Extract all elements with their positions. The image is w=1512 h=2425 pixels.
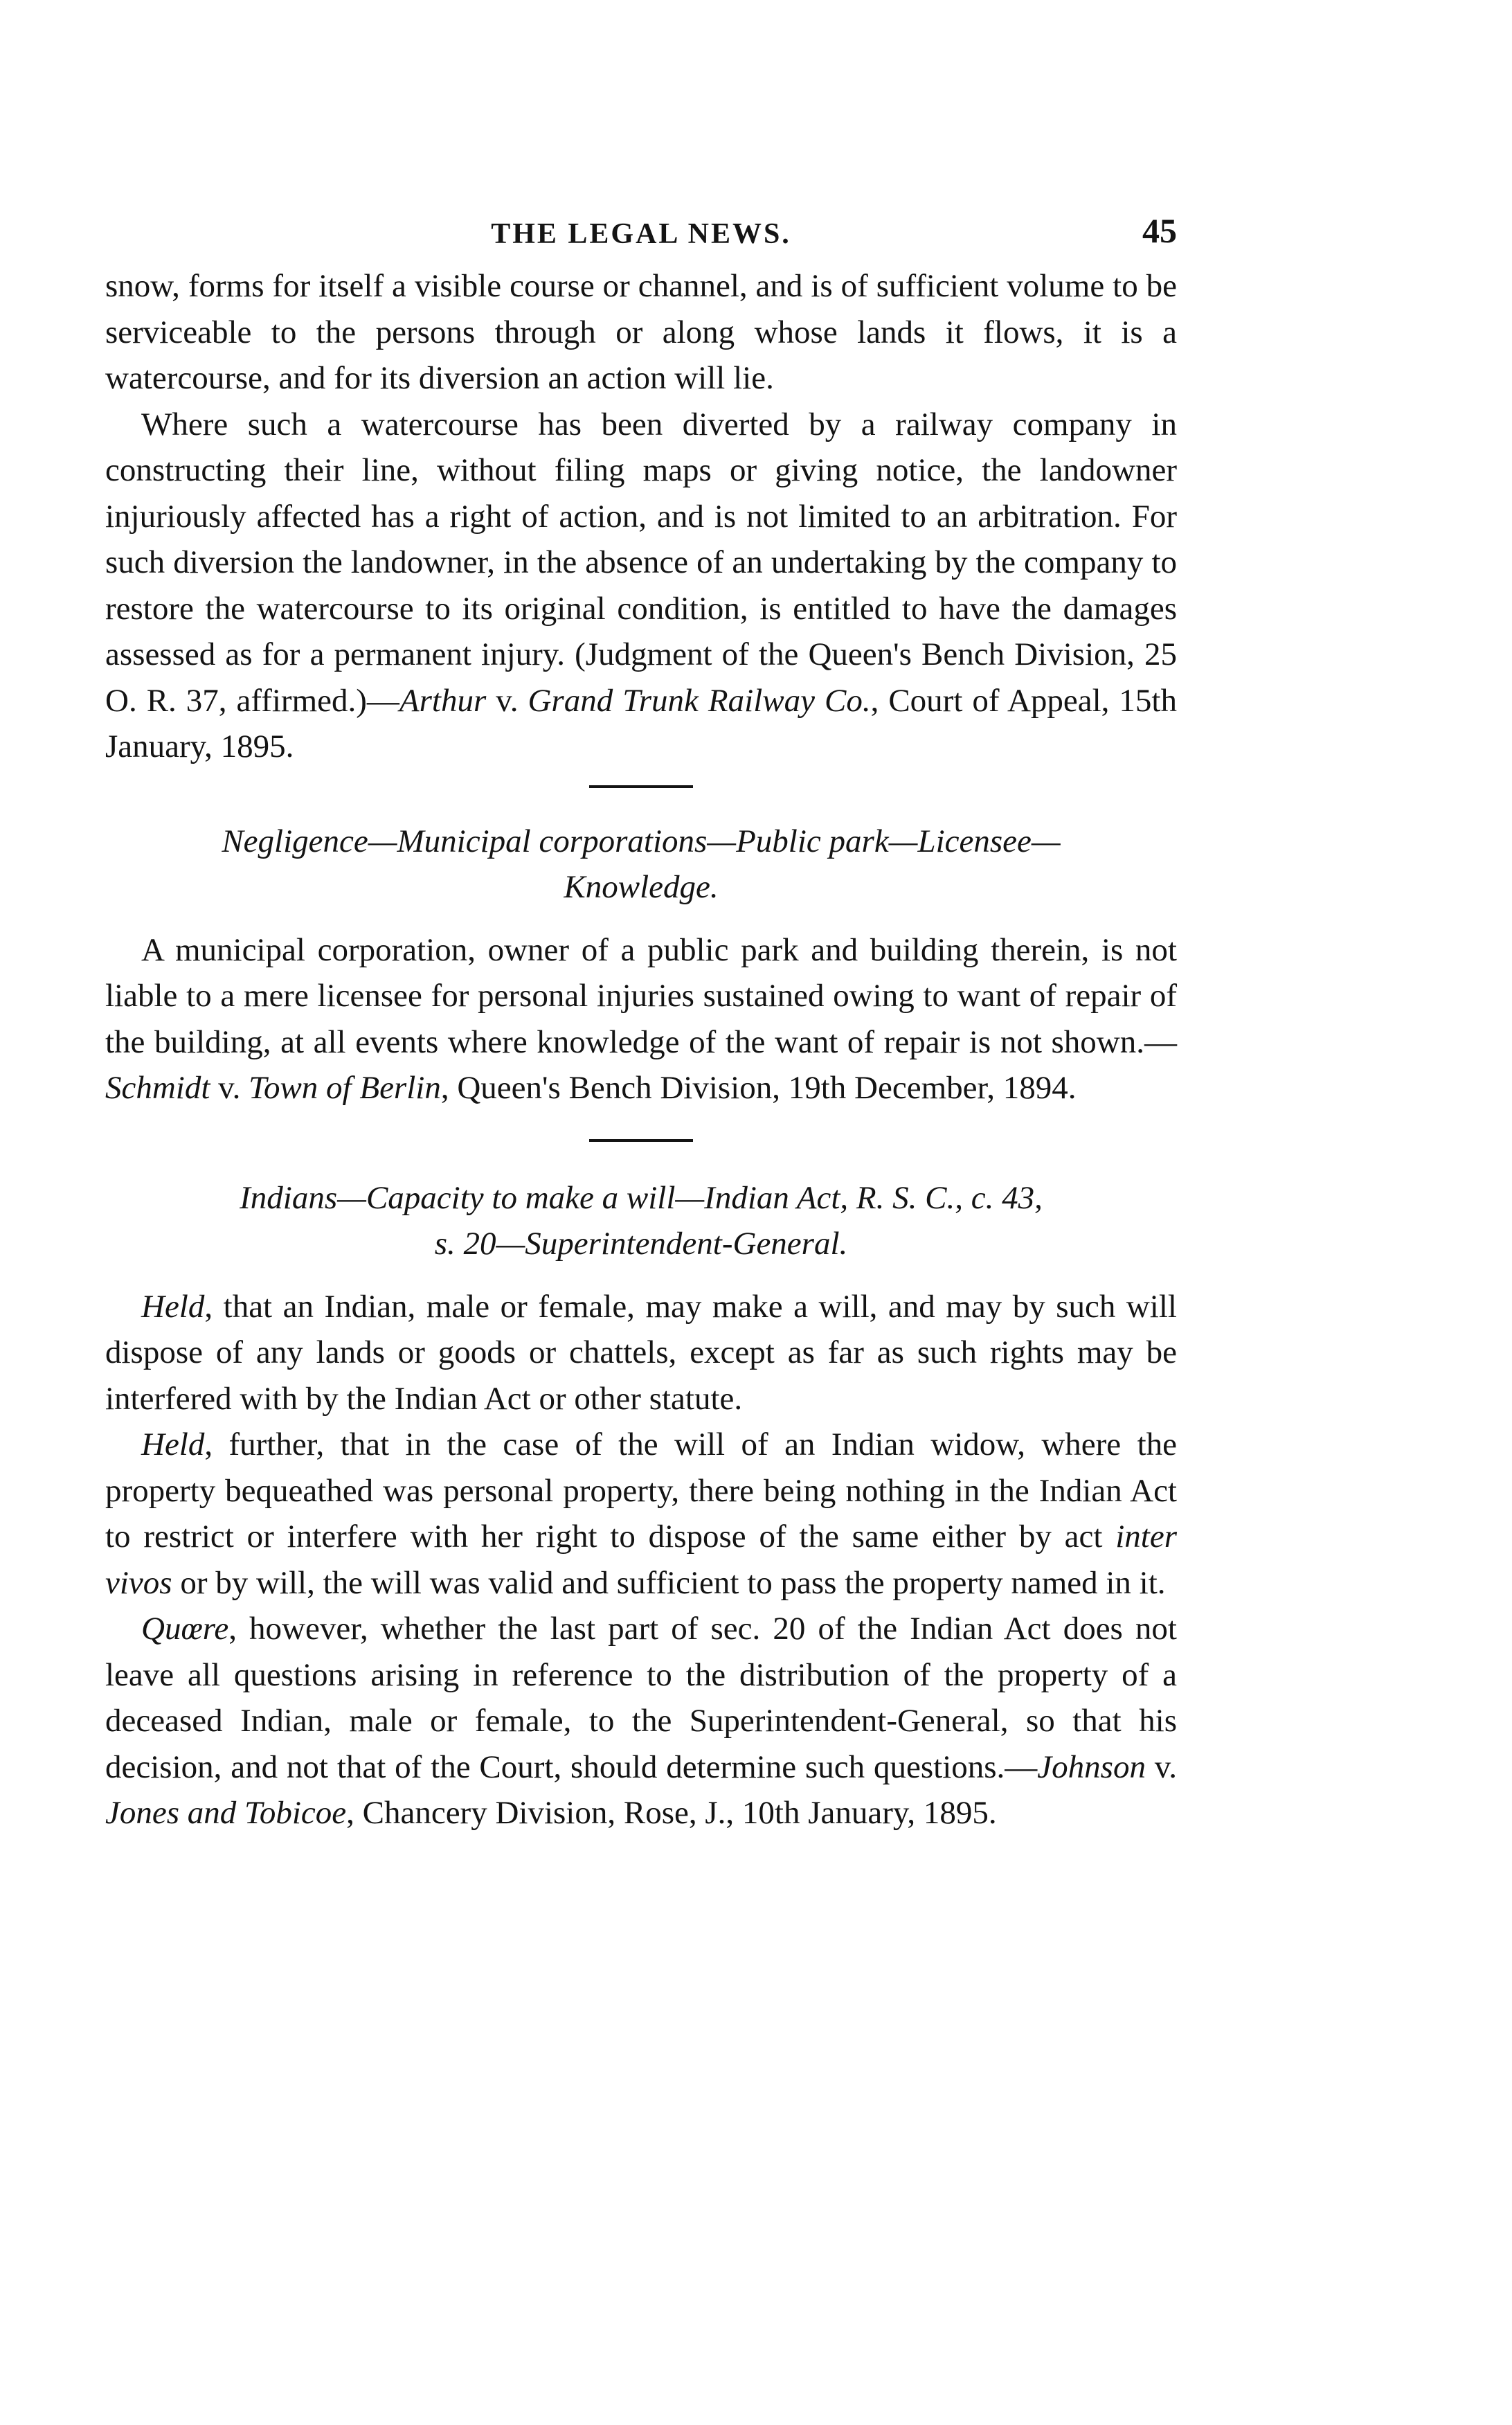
paragraph-watercourse-definition: snow, forms for itself a visible course or channel, and is of sufficient volume to be serviceable to the persons through or along whose lands it flows, it is a watercourse, and for its diversion an action will lie. [105, 268, 1177, 396]
paragraph-text: , however, whether the last part of sec. 20 of the Indian Act does not leave all questions arising in reference to the distribution of the property of a deceased Indian, male or female, to the Superintendent-General, so that his decision, and not that of the Court, should determine such questions.— [105, 1611, 1177, 1785]
paragraph-railway-diversion [105, 402, 1177, 770]
heading-line: Indians—Capacity to make a will—Indian Act, R. S. C., c. 43, [240, 1179, 1043, 1216]
paragraph-text: , that an Indian, male or female, may make a will, and may by such will dispose of any lands or goods or chattels, except as far as such rights may be interfered with by the Indian Act or other statute. [105, 1288, 1177, 1417]
case-party: Johnson [1037, 1748, 1146, 1785]
paragraph-quaere [105, 1606, 1177, 1836]
section-heading-indians [105, 1175, 1177, 1267]
section-divider [589, 785, 693, 788]
case-versus: v. [1145, 1748, 1177, 1785]
heading-line: Negligence—Municipal corporations—Public park—Licensee— [222, 823, 1061, 859]
case-citation: , Court of Appeal, 15th January, 1895. [105, 682, 1177, 764]
paragraph-held-will [105, 1284, 1177, 1422]
page [105, 208, 1177, 1836]
case-citation: , Chancery Division, Rose, J., 10th January, 1895. [346, 1795, 997, 1831]
paragraph-held-widow [105, 1422, 1177, 1606]
running-head [105, 208, 1177, 263]
article-body [105, 263, 1177, 1836]
paragraph-lead: Held [141, 1288, 205, 1325]
case-party: Grand Trunk Railway Co. [528, 682, 871, 719]
paragraph-text: , further, that in the case of the will of an Indian widow, where the property bequeathed was personal property, there being nothing in the Indian Act to restrict or interfere with her right to dispose of the same either by act [105, 1426, 1177, 1555]
case-citation: , Queen's Bench Division, 19th December, 1894. [440, 1070, 1077, 1106]
heading-line: s. 20—Superintendent-General. [434, 1226, 848, 1262]
case-party: Arthur [399, 682, 487, 719]
paragraph-text: A municipal corporation, owner of a public park and building therein, is not liable to a mere licensee for personal injuries sustained owing to want of repair of the building, at all events where knowledge of the want of repair is not shown.— [105, 931, 1177, 1060]
case-party: Town of Berlin [249, 1070, 441, 1106]
paragraph-text: Where such a watercourse has been diverted by a railway company in constructing their line, without filing maps or giving notice, the landowner injuriously affected has a right of action, and is not limited to an arbitration. For such diversion the landowner, in the absence of an undertaking by the company to restore the watercourse to its original condition, is entitled to have the damages assessed as for a permanent injury. (Judgment of the Queen's Bench Division, 25 O. R. 37, affirmed.)— [105, 406, 1177, 719]
heading-line: Knowledge. [564, 869, 719, 905]
latin-phrase: inter vivos [105, 1519, 1177, 1601]
page-number: 45 [1142, 211, 1177, 250]
case-party: Jones and Tobicoe [105, 1795, 347, 1831]
paragraph-lead: Quœre [141, 1611, 229, 1647]
paragraph-text: or by will, the will was valid and sufficient to pass the property named in it. [172, 1564, 1166, 1601]
paragraph-municipal-corporation [105, 927, 1177, 1111]
paragraph-lead: Held [141, 1426, 205, 1462]
case-party: Schmidt [105, 1070, 210, 1106]
section-divider [589, 1139, 693, 1142]
case-versus: v. [486, 682, 528, 719]
running-title: THE LEGAL NEWS. [491, 218, 791, 250]
section-heading-negligence [105, 818, 1177, 911]
case-versus: v. [210, 1070, 249, 1106]
